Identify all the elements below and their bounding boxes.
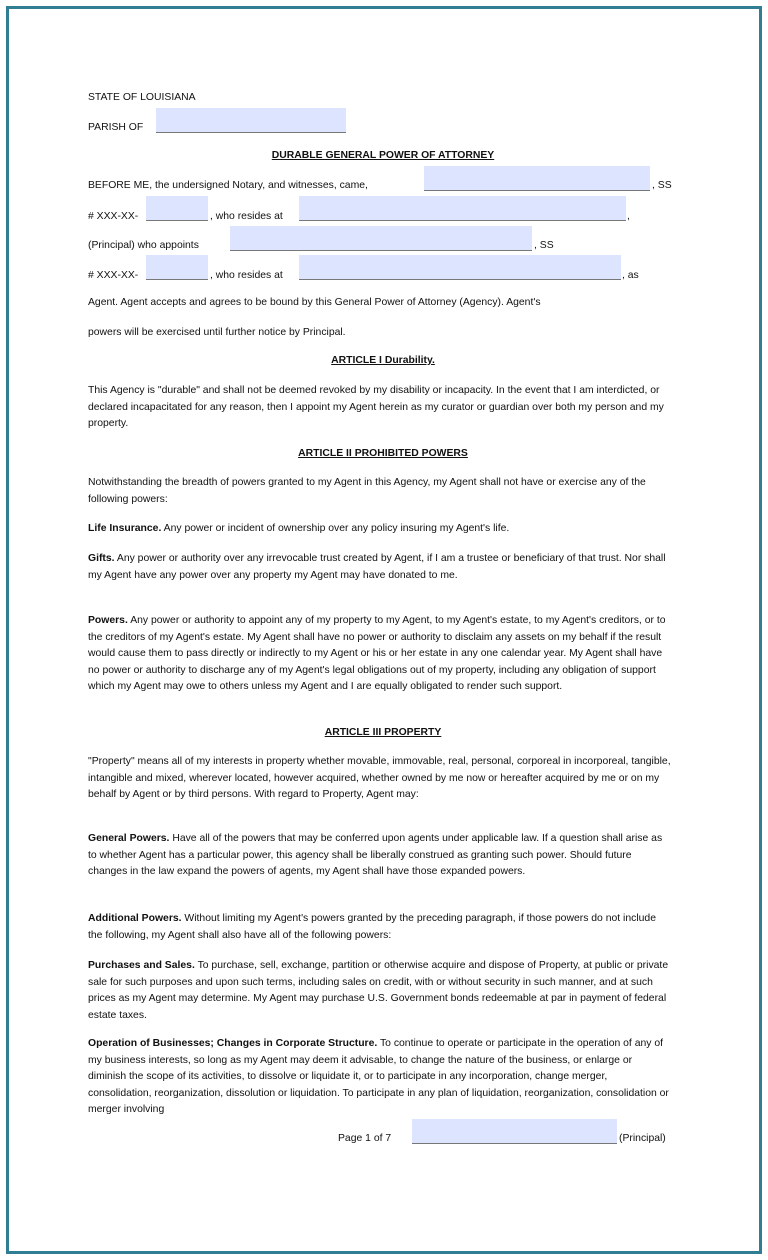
page-number: Page 1 of 7 <box>338 1133 392 1144</box>
powers-heading: Powers. <box>88 615 128 626</box>
life-insurance-text: Any power or incident of ownership over any policy insuring my Agent's life. <box>163 523 510 534</box>
life-insurance-heading: Life Insurance. <box>88 523 162 534</box>
operation-businesses-text: To continue to operate or participate in the operation of any of my business interests, so long as my Agent may deem it advisable, to change the nature of the business, or enlarge or diminish the scope of its activities, to dissolve or liquidate it, or to participate in any incorporation, change merger, consolidation, reorganization, dissolution or liquidation. To participate in any plan of liquidation, reorganization, consolidation or merger involving <box>88 1038 669 1115</box>
operation-businesses-paragraph <box>88 1036 673 1119</box>
purchases-sales-text: To purchase, sell, exchange, partition or otherwise acquire and dispose of Property, at public or private sale for such purposes and upon such terms, including sales on credit, with or without security in such manner, and at such prices as my Agent may determine. My Agent may purchase U.S. Government bonds redeemable at par in payment of federal estate taxes. <box>88 960 669 1021</box>
purchases-sales-heading: Purchases and Sales. <box>88 960 195 971</box>
general-powers-text: Have all of the powers that may be conferred upon agents under applicable law. If a question shall arise as to whether Agent has a particular power, this agency shall be liberally construed as granting such power. Should future changes in the law expand the powers of agents, my Agent shall have those expanded powers. <box>88 833 663 877</box>
principal-initials-field[interactable] <box>412 1119 617 1144</box>
as-label: , as <box>622 270 639 281</box>
resides-label-2: , who resides at <box>210 270 283 281</box>
agent-accepts-line-2: powers will be exercised until further notice by Principal. <box>88 327 346 338</box>
comma-label: , <box>627 211 630 222</box>
article-1-title: ARTICLE I Durability. <box>331 355 435 366</box>
principal-appoints-text: (Principal) who appoints <box>88 240 199 251</box>
principal-initials-label: (Principal) <box>619 1133 666 1144</box>
ss-label-1: , SS <box>652 180 672 191</box>
purchases-sales-paragraph <box>88 958 673 1024</box>
before-me-text: BEFORE ME, the undersigned Notary, and witnesses, came, <box>88 180 368 191</box>
agent-ssn-field[interactable] <box>146 255 208 280</box>
operation-businesses-heading: Operation of Businesses; Changes in Corporate Structure. <box>88 1038 378 1049</box>
ss-label-2: , SS <box>534 240 554 251</box>
article-2-title: ARTICLE II PROHIBITED POWERS <box>298 448 468 459</box>
ssn-prefix-2: # XXX-XX- <box>88 270 139 281</box>
parish-field[interactable] <box>156 108 346 133</box>
powers-paragraph <box>88 613 673 696</box>
general-powers-heading: General Powers. <box>88 833 170 844</box>
article-2-intro: Notwithstanding the breadth of powers granted to my Agent in this Agency, my Agent shall not have or exercise any of the following powers: <box>88 477 646 505</box>
ssn-prefix-1: # XXX-XX- <box>88 211 139 222</box>
state-heading: STATE OF LOUISIANA <box>88 92 196 103</box>
agent-name-field[interactable] <box>230 226 532 251</box>
article-3-title: ARTICLE III PROPERTY <box>324 727 442 738</box>
agent-address-field[interactable] <box>299 255 621 280</box>
additional-powers-paragraph <box>88 911 673 944</box>
article-1-text: This Agency is "durable" and shall not be deemed revoked by my disability or incapacity. In the event that I am interdicted, or declared incapacitated for any reason, then I appoint my Agent herein as my curator or guardian over both my person and my property. <box>88 385 664 429</box>
powers-text: Any power or authority to appoint any of my property to my Agent, to my Agent's estate, to my Agent's creditors, or to the creditors of my Agent's estate. My Agent shall have no power or authority to disclaim any assets on my behalf if the result would cause them to pass directly or indirectly to my Agent or his or her estate in any one calendar year. My Agent shall have no power or authority to discharge any of my Agent's legal obligations out of my property, including any obligation of support which my Agent may owe to others unless my Agent and I are equally obligated to render such support. <box>88 615 666 692</box>
gifts-paragraph <box>88 551 673 584</box>
additional-powers-heading: Additional Powers. <box>88 913 182 924</box>
agent-accepts-line-1: Agent. Agent accepts and agrees to be bound by this General Power of Attorney (Agency). Agent's <box>88 297 541 308</box>
document-title: DURABLE GENERAL POWER OF ATTORNEY <box>271 150 495 161</box>
gifts-heading: Gifts. <box>88 553 115 564</box>
principal-ssn-field[interactable] <box>146 196 208 221</box>
parish-label: PARISH OF <box>88 122 144 133</box>
principal-name-field[interactable] <box>424 166 650 191</box>
article-3-intro: "Property" means all of my interests in property whether movable, immovable, real, personal, corporeal in incorporeal, tangible, intangible and mixed, wherever located, however acquired, whether owned by me now or hereafter acquired by me or on my behalf by Agent or by third persons. With regard to Property, Agent may: <box>88 756 671 800</box>
gifts-text: Any power or authority over any irrevocable trust created by Agent, if I am a trustee or beneficiary of that trust. Nor shall my Agent have any power over any property my Agent may have donated to me. <box>88 553 666 581</box>
principal-address-field[interactable] <box>299 196 626 221</box>
additional-powers-text: Without limiting my Agent's powers granted by the preceding paragraph, if those powers do not include the following, my Agent shall also have all of the following powers: <box>88 913 656 941</box>
resides-label-1: , who resides at <box>210 211 283 222</box>
general-powers-paragraph <box>88 831 673 881</box>
life-insurance-paragraph <box>88 521 673 538</box>
